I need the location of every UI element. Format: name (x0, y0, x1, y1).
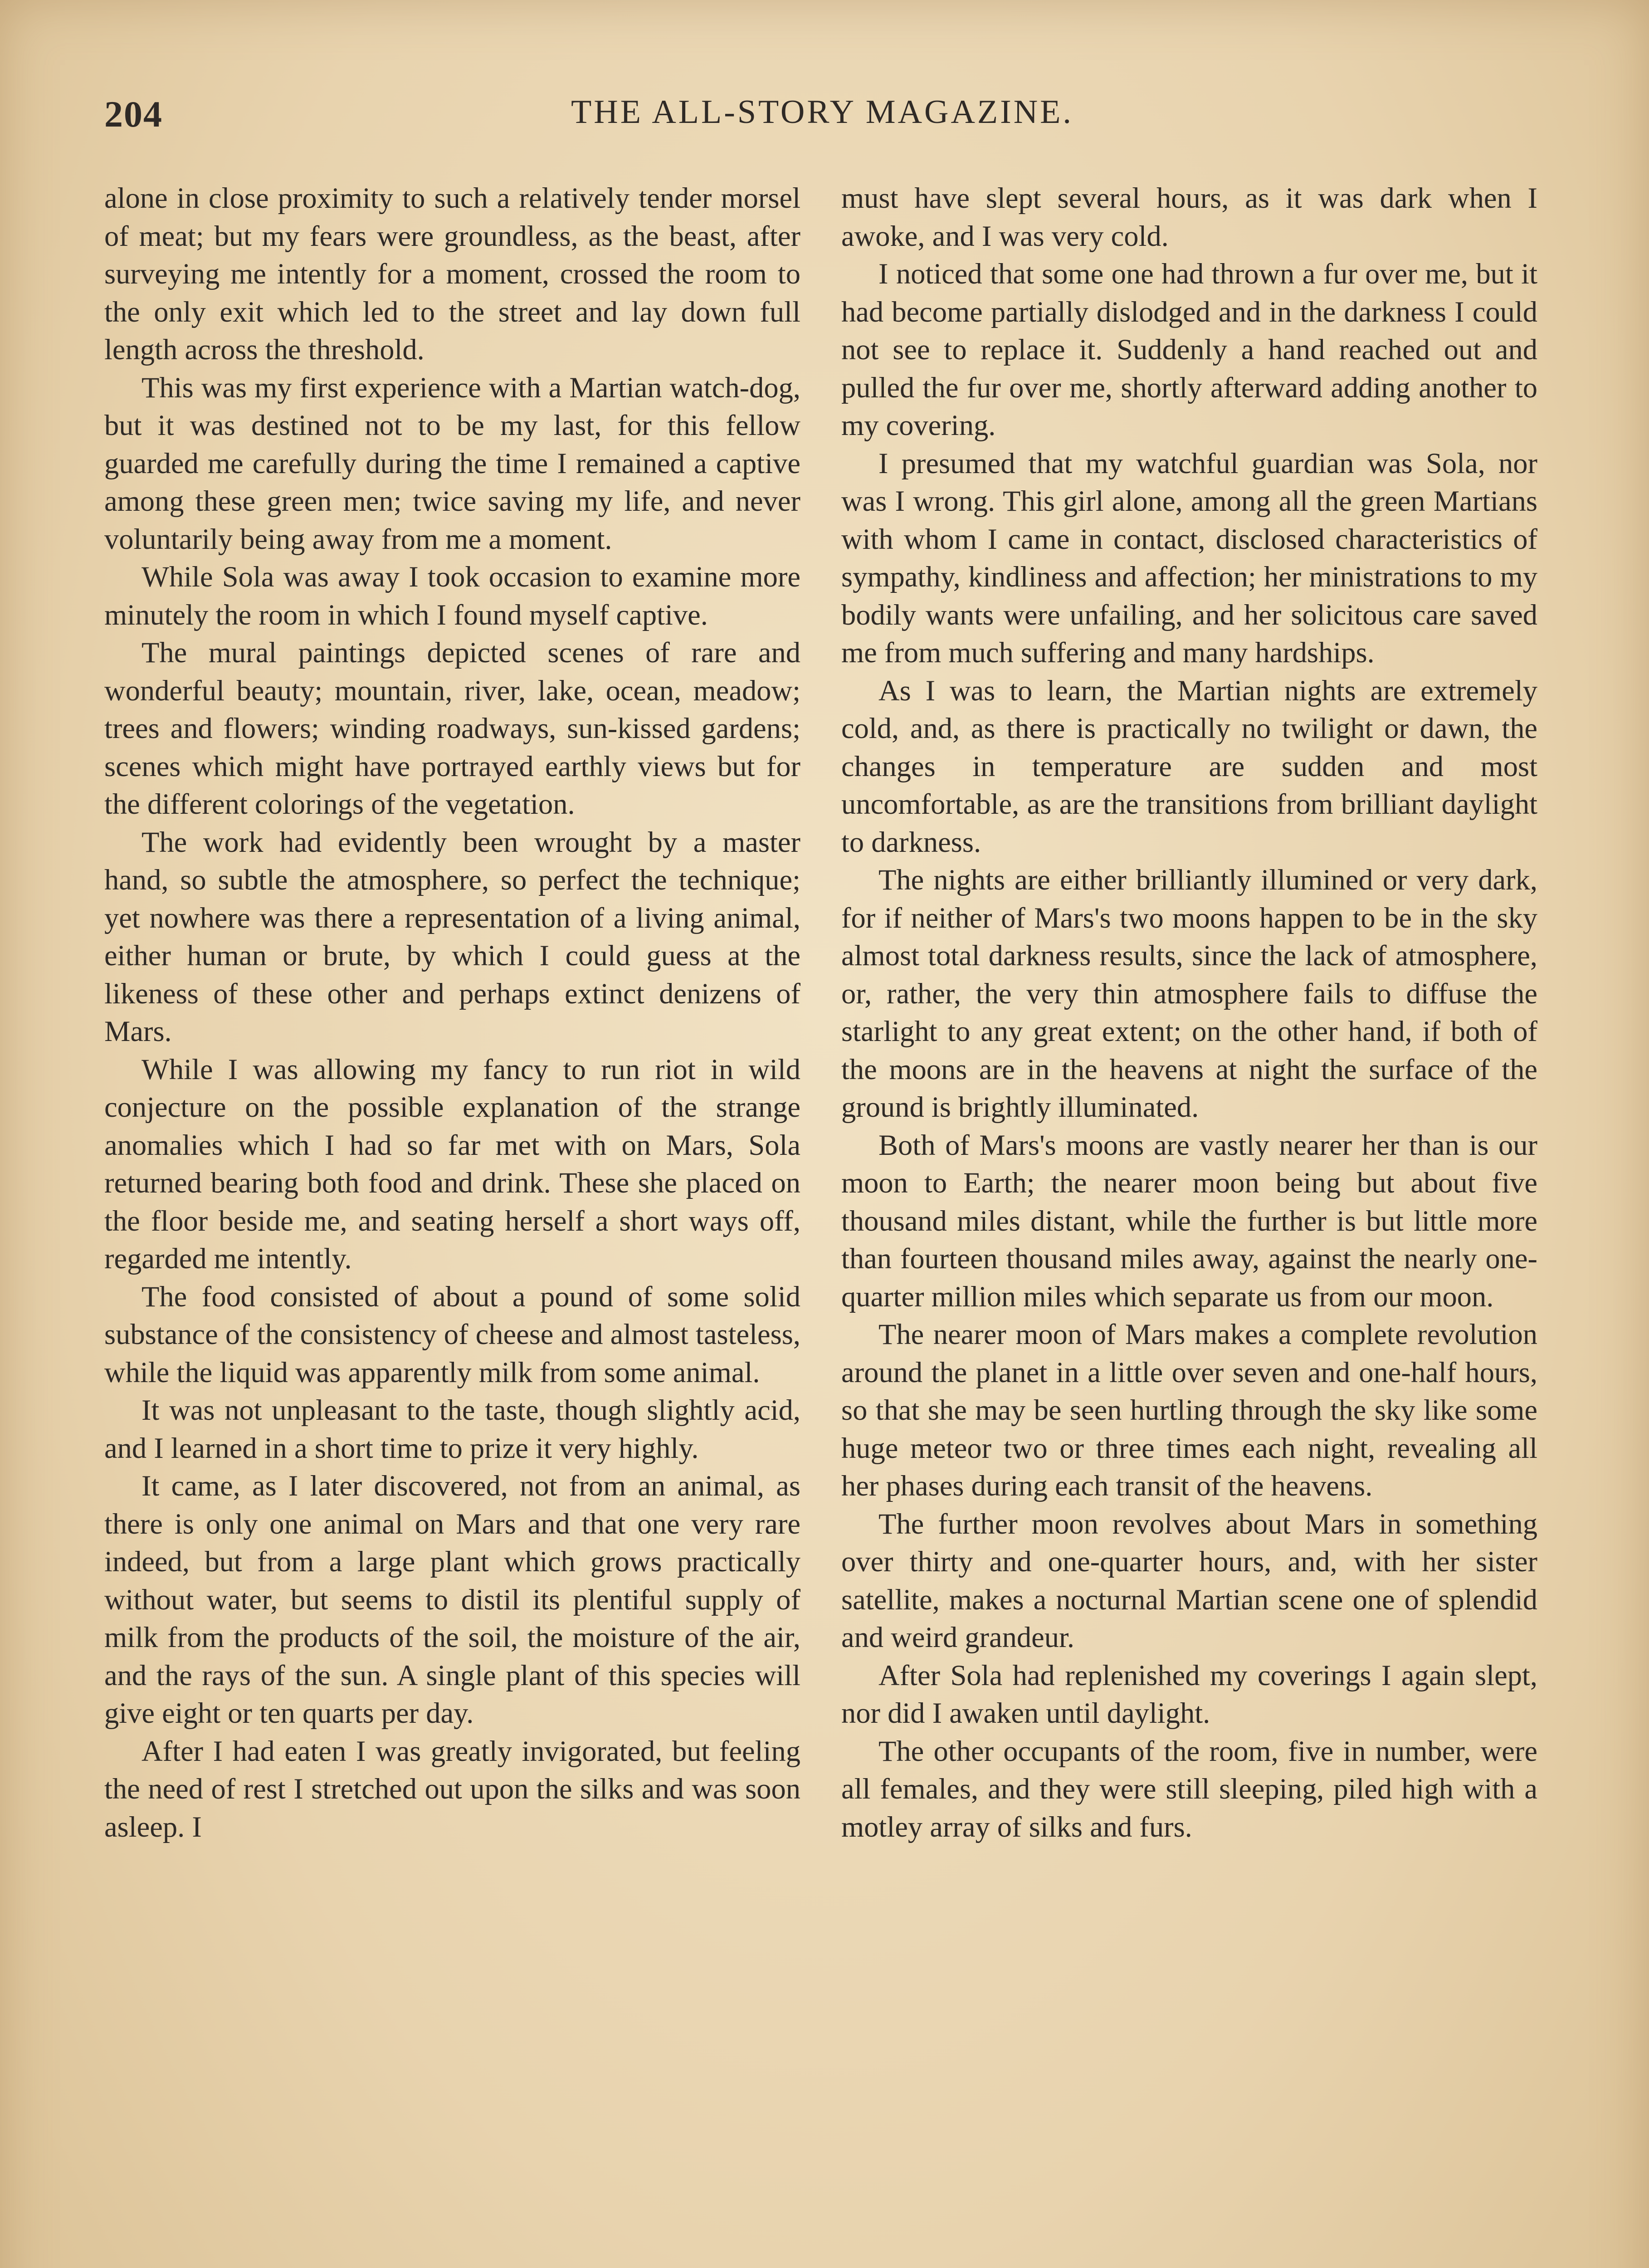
paragraph: The mural paintings depicted scenes of rare and wonderful beauty; mountain, river, lake, ocean, meadow; trees and flowers; winding roadways, sun-kissed gardens; scenes which might have portrayed earthly views but for the different colorings of the vegetation. (104, 636, 800, 820)
paragraph: After Sola had replenished my coverings I again slept, nor did I awaken until daylight. (841, 1659, 1537, 1729)
paragraph: After I had eaten I was greatly invigorated, but feeling the need of rest I stretched out upon the silks and was soon asleep. I (104, 1735, 800, 1843)
paragraph: As I was to learn, the Martian nights are extremely cold, and, as there is practically no twilight or dawn, the changes in temperature are sudden and most uncomfortable, as are the transitions from brilliant daylight to darkness. (841, 674, 1537, 858)
paragraph: The nearer moon of Mars makes a complete revolution around the planet in a little over seven and one-half hours, so that she may be seen hurtling through the sky like some huge meteor two or three times each night, revealing all her phases during each transit of the heavens. (841, 1318, 1537, 1502)
paragraph: The work had evidently been wrought by a master hand, so subtle the atmosphere, so perfect the technique; yet nowhere was there a representation of a living animal, either human or brute, by which I could guess at the likeness of these other and perhaps extinct denizens of Mars. (104, 826, 800, 1047)
page-number: 204 (104, 93, 163, 135)
paragraph: Both of Mars's moons are vastly nearer her than is our moon to Earth; the nearer moon being but about five thousand miles distant, while the further is but little more than fourteen thousand miles away, against the nearly one-quarter million miles which separate us from our moon. (841, 1129, 1537, 1313)
paragraph: It was not unpleasant to the taste, though slightly acid, and I learned in a short time to prize it very highly. (104, 1394, 800, 1464)
paragraph: The further moon revolves about Mars in something over thirty and one-quarter hours, and, with her sister satellite, makes a nocturnal Martian scene one of splendid and weird grandeur. (841, 1507, 1537, 1653)
paragraph: I presumed that my watchful guardian was Sola, nor was I wrong. This girl alone, among all the green Martians with whom I came in contact, disclosed characteristics of sympathy, kindliness and affection; her ministrations to my bodily wants were unfailing, and her solicitous care saved me from much suffering and many hardships. (841, 447, 1537, 669)
paragraph: While I was allowing my fancy to run riot in wild conjecture on the possible explanation of the strange anomalies which I had so far met with on Mars, Sola returned bearing both food and drink. These she placed on the floor beside me, and seating herself a short ways off, regarded me intently. (104, 1053, 800, 1275)
paragraph: The nights are either brilliantly illumined or very dark, for if neither of Mars's two moons happen to be in the sky almost total darkness results, since the lack of atmosphere, or, rather, the very thin atmosphere fails to diffuse the starlight to any great extent; on the other hand, if both of the moons are in the heavens at night the surface of the ground is brightly illuminated. (841, 864, 1537, 1123)
paragraph: The food consisted of about a pound of some solid substance of the consistency of cheese and almost tasteless, while the liquid was apparently milk from some animal. (104, 1280, 800, 1388)
paragraph: I noticed that some one had thrown a fur over me, but it had become partially dislodged and in the darkness I could not see to replace it. Suddenly a hand reached out and pulled the fur over me, shortly afterward adding another to my covering. (841, 258, 1537, 441)
paragraph: alone in close proximity to such a relatively tender morsel of meat; but my fears were groundless, as the beast, after surveying me intently for a moment, crossed the room to the only exit which led to the street and lay down full length across the threshold. (104, 182, 800, 366)
right-text-column (841, 179, 1537, 1846)
paragraph: must have slept several hours, as it was dark when I awoke, and I was very cold. (841, 182, 1537, 252)
running-head (104, 93, 1540, 134)
paragraph: While Sola was away I took occasion to examine more minutely the room in which I found myself captive. (104, 561, 800, 631)
paragraph: The other occupants of the room, five in number, were all females, and they were still sleeping, piled high with a motley array of silks and furs. (841, 1735, 1537, 1843)
left-text-column (104, 179, 800, 1846)
magazine-title: THE ALL-STORY MAGAZINE. (571, 93, 1073, 131)
paragraph: It came, as I later discovered, not from an animal, as there is only one animal on Mars and that one very rare indeed, but from a large plant which grows practically without water, but seems to distil its plentiful supply of milk from the products of the soil, the moisture of the air, and the rays of the sun. A single plant of this species will give eight or ten quarts per day. (104, 1470, 800, 1729)
paragraph: This was my first experience with a Martian watch-dog, but it was destined not to be my last, for this fellow guarded me carefully during the time I remained a captive among these green men; twice saving my life, and never voluntarily being away from me a moment. (104, 371, 800, 555)
